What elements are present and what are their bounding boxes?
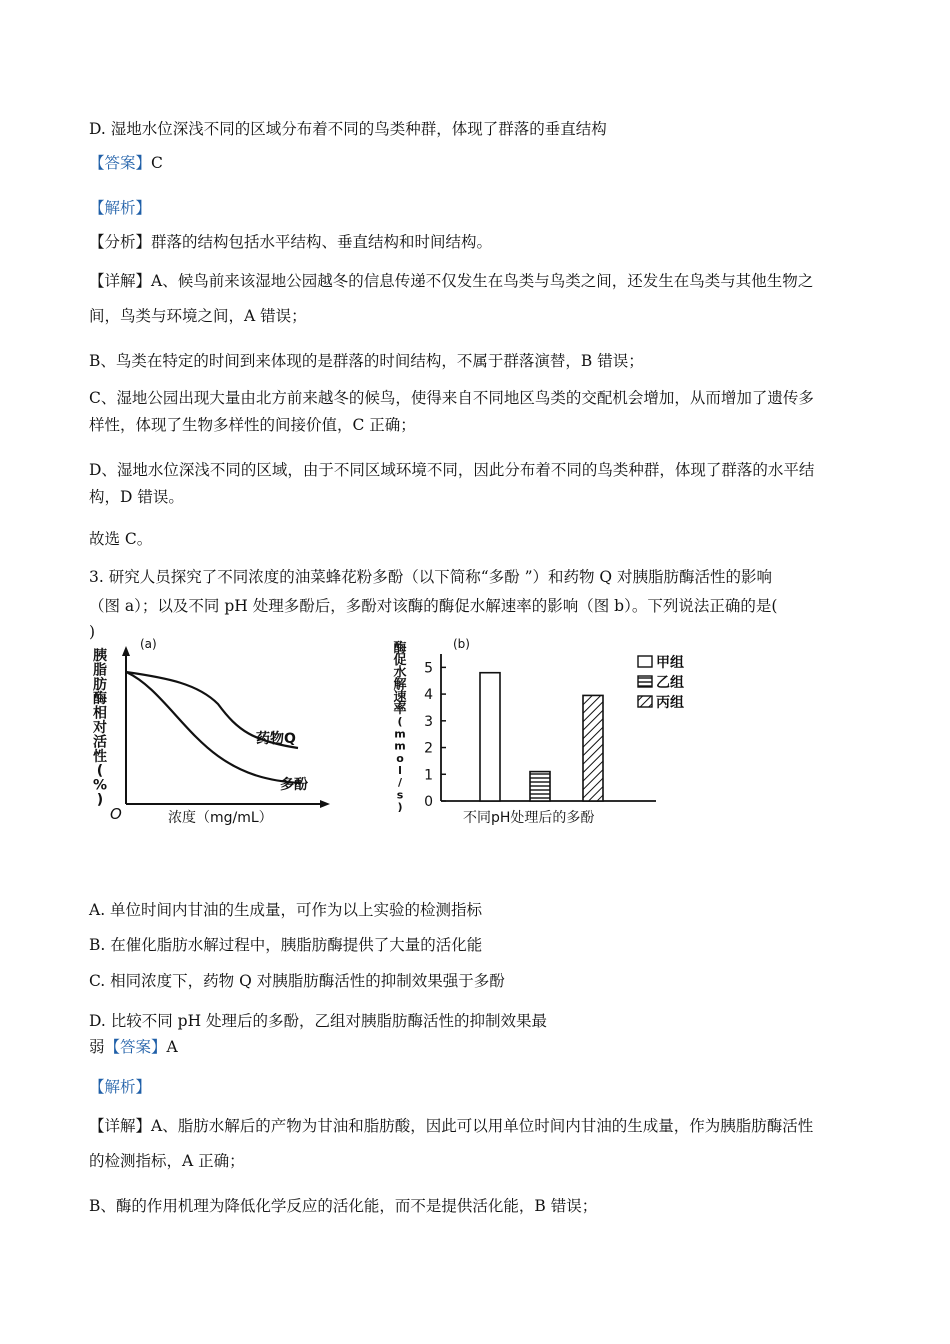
figure-a-curve-polyphenol <box>126 672 300 783</box>
figure-a-xlabel: 浓度（mg/mL） <box>168 810 273 826</box>
figure-b-tick-label: 2 <box>424 740 433 757</box>
q3-option-d: D. 比较不同 pH 处理后的多酚，乙组对胰脂肪酶活性的抑制效果最 <box>89 1012 548 1030</box>
figure-b-legend-label: 丙组 <box>656 695 684 711</box>
prev-detail-c-line1: C、湿地公园出现大量由北方前来越冬的候鸟，使得来自不同地区鸟类的交配机会增加，从而增加了遗传多 <box>89 389 814 407</box>
figure-a-ylabel-char: 胰 <box>93 648 107 664</box>
figure-a-y-arrow <box>122 646 130 656</box>
figure-b-legend-label: 乙组 <box>656 675 684 691</box>
prev-detail-b: B、鸟类在特定的时间到来体现的是群落的时间结构，不属于群落演替，B 错误； <box>89 352 644 370</box>
figure-b-ylabel-char: s <box>396 788 404 802</box>
prev-detail-d-line1: D、湿地水位深浅不同的区域，由于不同区域环境不同，因此分布着不同的鸟类种群，体现了群落的水平结 <box>89 461 815 479</box>
figure-b-ylabel-char: 酶 <box>393 641 407 656</box>
figure-b-bar-2 <box>530 772 550 801</box>
q3-detail-b: B、酶的作用机理为降低化学反应的活化能，而不是提供活化能，B 错误； <box>89 1197 598 1215</box>
prev-analysis-label: 【解析】 <box>89 199 152 217</box>
figure-b-ylabel-char: 速 <box>393 689 407 705</box>
prev-detail-c-line2: 样性，体现了生物多样性的间接价值，C 正确； <box>89 416 416 434</box>
figure-b-ylabel-char: o <box>396 751 404 765</box>
answer-label: 【答案】 <box>89 154 152 172</box>
figure-b-ylabel-char: 水 <box>393 665 407 681</box>
prev-detail-a-line1 <box>89 271 869 291</box>
q3-option-a: A. 单位时间内甘油的生成量，可作为以上实验的检测指标 <box>89 901 483 919</box>
figure-b-ylabel-char: 解 <box>393 677 407 693</box>
figure-a <box>88 636 340 831</box>
figure-b-ylabel-char: m <box>394 727 406 741</box>
figure-b-legend-swatch <box>638 656 652 667</box>
figure-b-ylabel-char: m <box>394 739 406 753</box>
answer-value: C <box>151 154 163 172</box>
prev-option-d: D. 湿地水位深浅不同的区域分布着不同的鸟类种群，体现了群落的垂直结构 <box>89 120 607 138</box>
figure-b-tick-label: 1 <box>424 767 433 784</box>
figure-a-curve-q-label: 药物Q <box>256 731 296 747</box>
figure-a-x-arrow <box>320 800 330 808</box>
figure-a-ylabel-char: 性 <box>93 748 107 765</box>
q3-option-d-tail-and-answer <box>89 1037 869 1057</box>
prev-detail-a-line2: 间，鸟类与环境之间，A 错误； <box>89 307 307 325</box>
detail-a-text: A、脂肪水解后的产物为甘油和脂肪酸，因此可以用单位时间内甘油的生成量，作为胰脂肪酶活性 <box>151 1117 814 1135</box>
figure-b-legend-swatch <box>638 676 652 687</box>
figure-b-legend-label: 甲组 <box>656 655 684 671</box>
figure-b-bar-1 <box>480 673 500 801</box>
prev-detail-d-line2: 构，D 错误。 <box>89 488 184 506</box>
answer-value: A <box>166 1038 178 1056</box>
q3-analysis-label: 【解析】 <box>89 1078 152 1096</box>
figure-b-ylabel-char: 促 <box>393 653 407 669</box>
figure-a-ylabel-char: % <box>92 777 108 794</box>
figure-b-ylabel-char: ( <box>397 715 403 729</box>
figure-a-ylabel-char: 相 <box>93 705 107 722</box>
figure-b-tick-label: 5 <box>424 660 433 677</box>
detail-label: 【详解】 <box>89 1117 152 1135</box>
figure-a-ylabel-char: ( <box>96 763 104 780</box>
figure-a-ylabel <box>92 647 108 808</box>
figure-a-ylabel-char: 活 <box>93 734 107 751</box>
option-d-tail: 弱 <box>89 1038 105 1056</box>
figure-b-ylabel-char: / <box>397 776 403 790</box>
figure-a-ylabel-char: 脂 <box>93 662 107 679</box>
fenxi-label: 【分析】 <box>89 233 152 251</box>
figure-b-tick-label: 3 <box>424 713 433 730</box>
q3-stem-line3: ) <box>89 623 96 641</box>
figure-b <box>388 636 708 831</box>
figure-b-ylabel <box>393 640 407 814</box>
prev-conclusion: 故选 C。 <box>89 530 153 548</box>
prev-fenxi <box>89 232 869 252</box>
figure-b-tick-label: 0 <box>424 794 433 810</box>
answer-label: 【答案】 <box>104 1038 167 1056</box>
figure-a-ylabel-char: 酶 <box>93 691 107 708</box>
figure-a-ylabel-char: ) <box>96 792 104 808</box>
figure-a-curve-p-label: 多酚 <box>280 777 308 793</box>
q3-detail-a-line1 <box>89 1116 869 1136</box>
figure-a-ylabel-char: 肪 <box>93 676 107 693</box>
detail-a-text: A、候鸟前来该湿地公园越冬的信息传递不仅发生在鸟类与鸟类之间，还发生在鸟类与其他生物之 <box>151 272 814 290</box>
figure-a-origin: O <box>110 805 122 823</box>
figure-b-xlabel: 不同pH处理后的多酚 <box>463 810 595 826</box>
figure-b-ylabel-char: 率 <box>393 702 407 717</box>
prev-answer <box>89 153 869 173</box>
figure-b-legend-swatch <box>638 696 652 707</box>
figure-b-ylabel-char: ) <box>397 800 403 814</box>
q3-detail-a-line2: 的检测指标，A 正确； <box>89 1152 245 1170</box>
q3-option-c: C. 相同浓度下，药物 Q 对胰脂肪酶活性的抑制效果强于多酚 <box>89 972 505 990</box>
q3-option-b: B. 在催化脂肪水解过程中，胰脂肪酶提供了大量的活化能 <box>89 936 483 954</box>
figure-b-ylabel-char: l <box>398 764 402 777</box>
q3-stem-line1: 3. 研究人员探究了不同浓度的油菜蜂花粉多酚（以下简称“多酚 ”）和药物 Q 对胰脂肪酶活性的影响 <box>89 568 773 586</box>
figure-b-bar-3 <box>583 695 603 801</box>
fenxi-text: 群落的结构包括水平结构、垂直结构和时间结构。 <box>151 233 493 251</box>
detail-label: 【详解】 <box>89 272 152 290</box>
figure-b-tick-label: 4 <box>424 687 433 704</box>
figure-b-panel-label: (b) <box>453 637 470 651</box>
q3-stem-line2: （图 a）；以及不同 pH 处理多酚后，多酚对该酶的酶促水解速率的影响（图 b）。下列说法正确的是( <box>89 597 778 615</box>
figure-a-ylabel-char: 对 <box>93 720 107 736</box>
figure-a-panel-label: (a) <box>140 637 157 651</box>
